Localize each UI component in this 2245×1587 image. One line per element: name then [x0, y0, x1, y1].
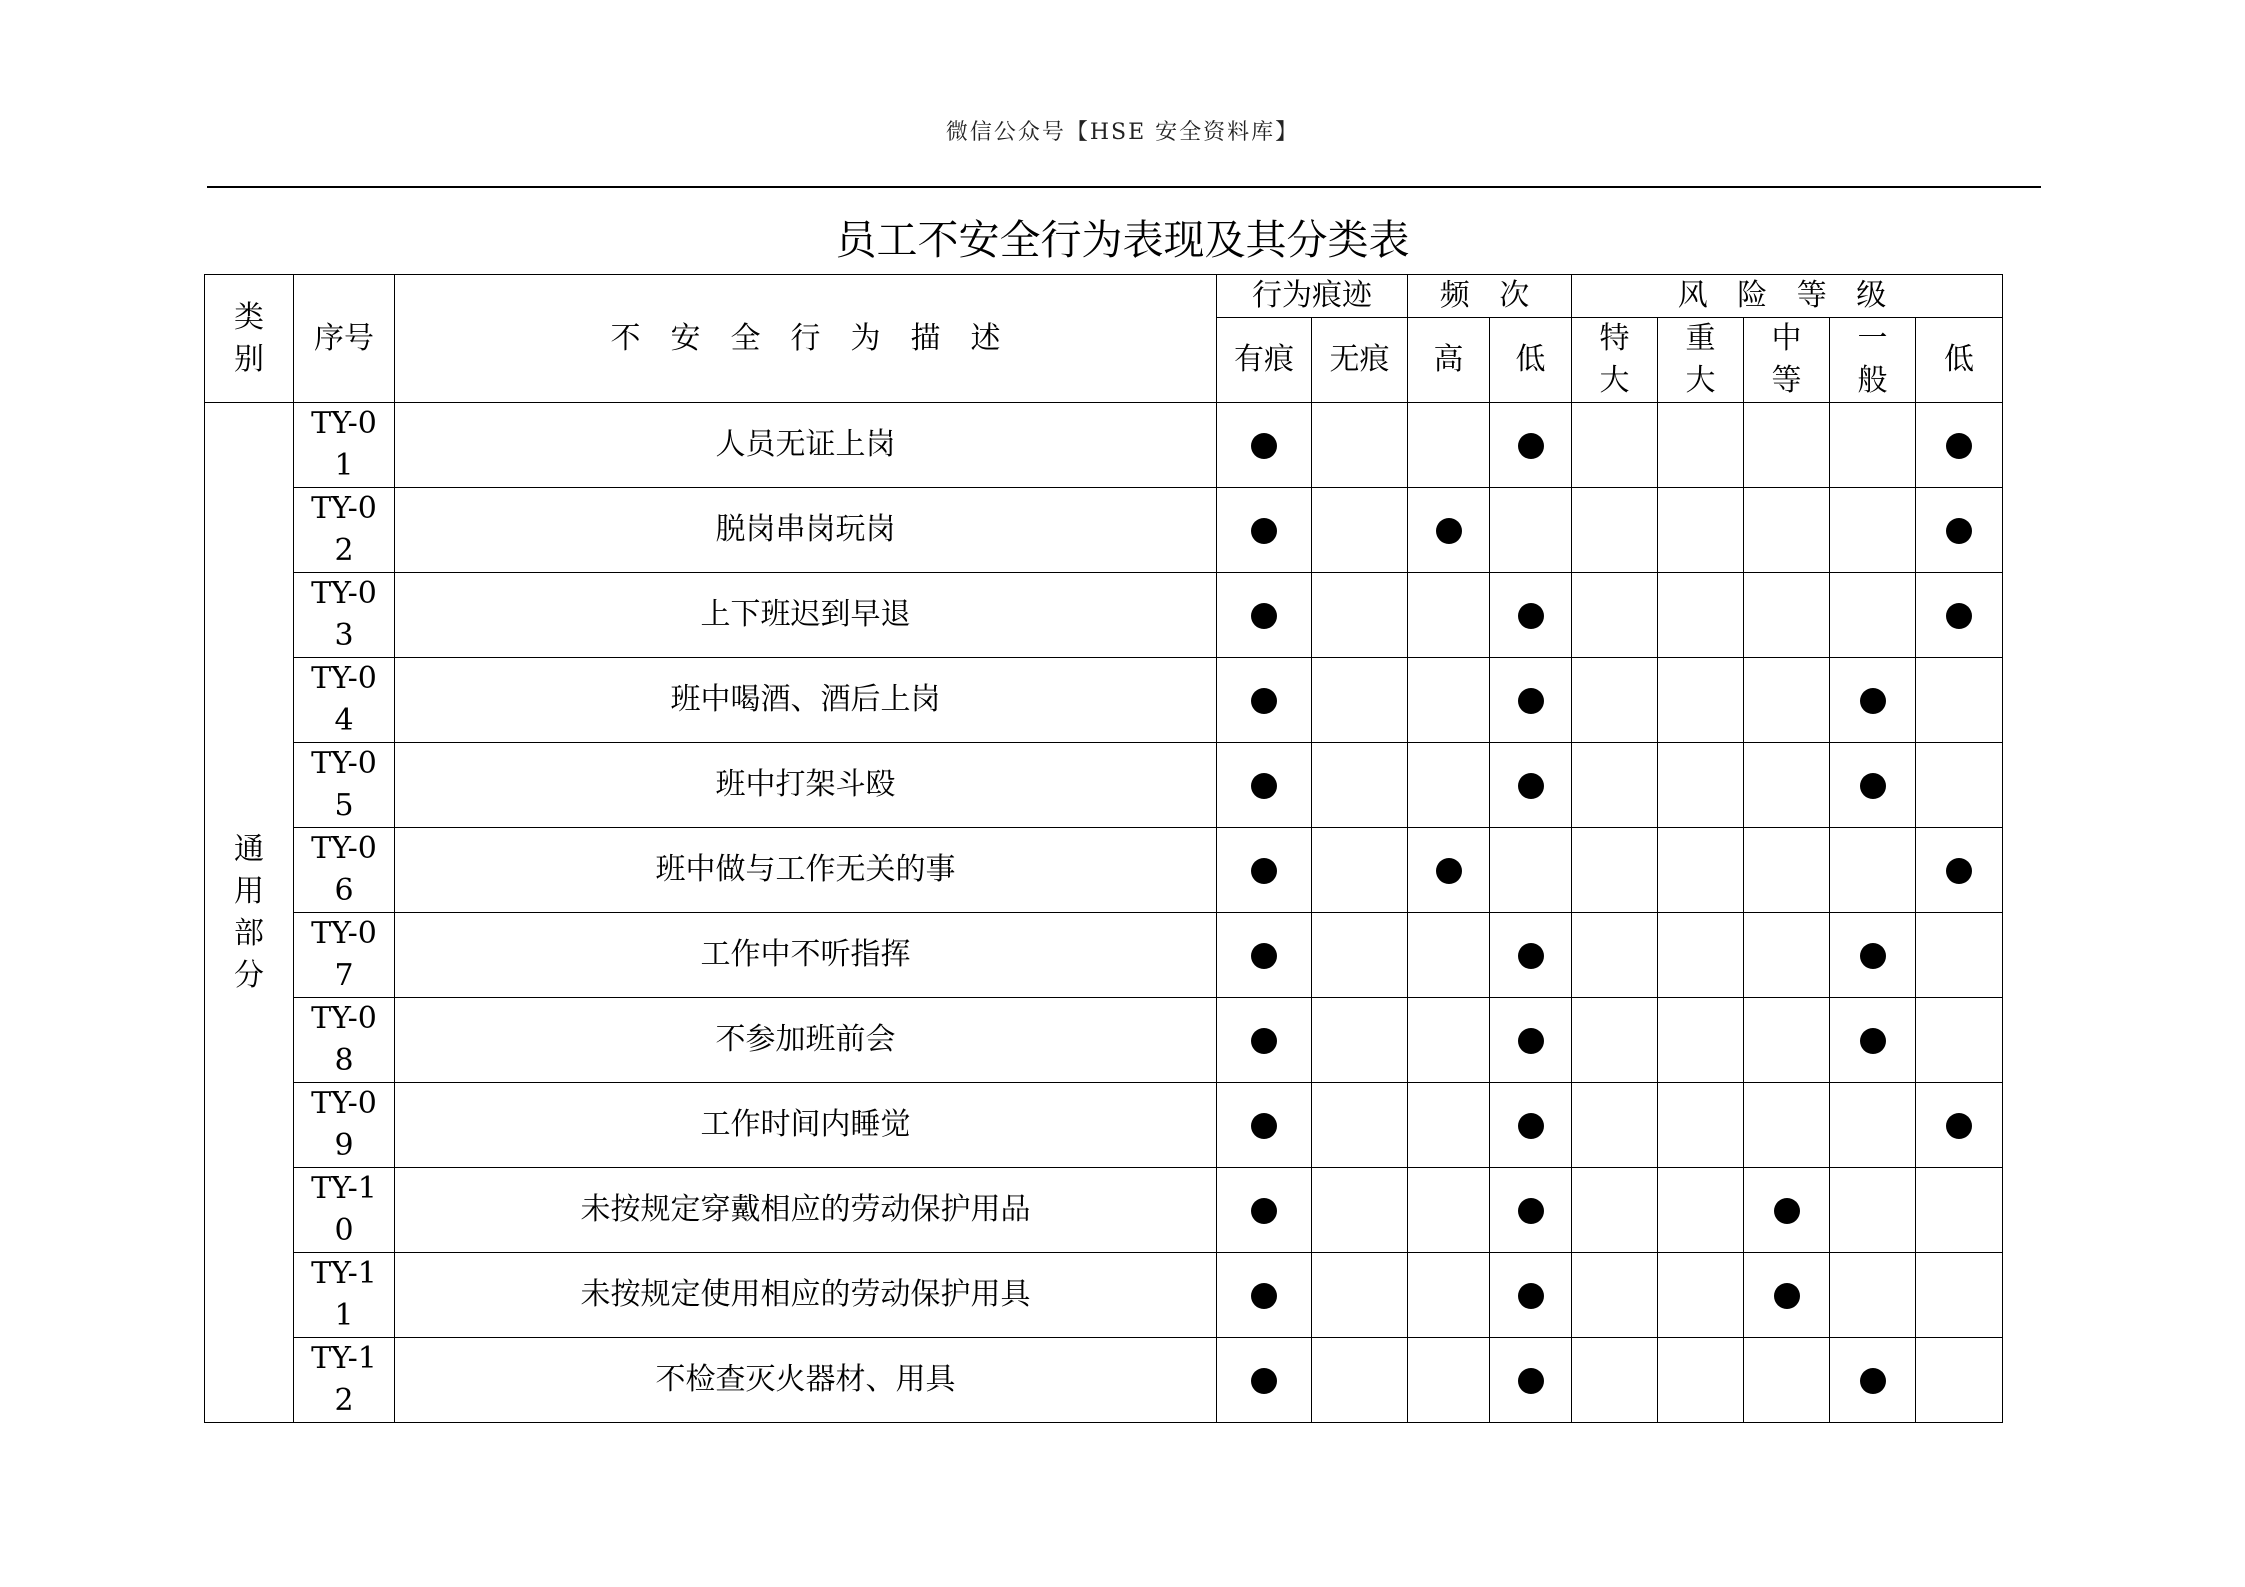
- risk-cell: [1658, 998, 1744, 1083]
- risk-cell: [1830, 1338, 1916, 1423]
- risk-cell: [1744, 1168, 1830, 1253]
- freq-cell: [1408, 488, 1490, 573]
- risk-cell: [1830, 403, 1916, 488]
- description-cell: 上下班迟到早退: [395, 573, 1217, 658]
- seq-cell: TY-0 3: [294, 573, 395, 658]
- filled-circle-icon: [1251, 518, 1277, 544]
- risk-cell: [1572, 743, 1658, 828]
- trace-cell: [1312, 573, 1408, 658]
- risk-cell: [1830, 1083, 1916, 1168]
- freq-cell: [1490, 488, 1572, 573]
- col-header-freq-low: 低: [1490, 318, 1572, 403]
- freq-cell: [1490, 828, 1572, 913]
- freq-cell: [1408, 658, 1490, 743]
- filled-circle-icon: [1251, 943, 1277, 969]
- risk-cell: [1572, 998, 1658, 1083]
- seq-cell: TY-1 2: [294, 1338, 395, 1423]
- risk-cell: [1916, 998, 2003, 1083]
- filled-circle-icon: [1518, 688, 1544, 714]
- risk-cell: [1916, 488, 2003, 573]
- filled-circle-icon: [1251, 688, 1277, 714]
- seq-cell: TY-0 7: [294, 913, 395, 998]
- risk-cell: [1830, 1253, 1916, 1338]
- freq-cell: [1408, 573, 1490, 658]
- risk-cell: [1658, 1253, 1744, 1338]
- table-row: [205, 1168, 2003, 1253]
- risk-cell: [1830, 1168, 1916, 1253]
- seq-cell: TY-0 6: [294, 828, 395, 913]
- description-cell: 班中打架斗殴: [395, 743, 1217, 828]
- risk-cell: [1916, 828, 2003, 913]
- freq-cell: [1408, 1168, 1490, 1253]
- risk-cell: [1658, 403, 1744, 488]
- description-cell: 班中做与工作无关的事: [395, 828, 1217, 913]
- risk-cell: [1744, 998, 1830, 1083]
- trace-cell: [1217, 1338, 1312, 1423]
- trace-cell: [1312, 403, 1408, 488]
- table-row: [205, 658, 2003, 743]
- trace-cell: [1217, 573, 1312, 658]
- risk-cell: [1744, 488, 1830, 573]
- seq-cell: TY-0 9: [294, 1083, 395, 1168]
- risk-cell: [1916, 1083, 2003, 1168]
- col-header-freq-group: 频 次: [1408, 275, 1572, 318]
- freq-cell: [1408, 828, 1490, 913]
- filled-circle-icon: [1946, 1113, 1972, 1139]
- risk-cell: [1658, 913, 1744, 998]
- description-cell: 工作时间内睡觉: [395, 1083, 1217, 1168]
- document-title: 员工不安全行为表现及其分类表: [835, 216, 1410, 264]
- freq-cell: [1490, 1253, 1572, 1338]
- freq-cell: [1490, 998, 1572, 1083]
- description-cell: 脱岗串岗玩岗: [395, 488, 1217, 573]
- table-row: [205, 1083, 2003, 1168]
- description-cell: 人员无证上岗: [395, 403, 1217, 488]
- risk-cell: [1744, 573, 1830, 658]
- seq-cell: TY-0 1: [294, 403, 395, 488]
- risk-cell: [1916, 743, 2003, 828]
- table-row: [205, 403, 2003, 488]
- risk-cell: [1572, 488, 1658, 573]
- filled-circle-icon: [1518, 1028, 1544, 1054]
- risk-cell: [1658, 1083, 1744, 1168]
- risk-cell: [1744, 403, 1830, 488]
- risk-cell: [1830, 658, 1916, 743]
- table-row: [205, 743, 2003, 828]
- table-row: [205, 913, 2003, 998]
- trace-cell: [1312, 658, 1408, 743]
- description-cell: 不参加班前会: [395, 998, 1217, 1083]
- risk-cell: [1658, 488, 1744, 573]
- col-header-risk-group: 风 险 等 级: [1572, 275, 2003, 318]
- filled-circle-icon: [1860, 943, 1886, 969]
- filled-circle-icon: [1518, 1198, 1544, 1224]
- filled-circle-icon: [1518, 773, 1544, 799]
- table-row: [205, 488, 2003, 573]
- risk-cell: [1744, 743, 1830, 828]
- risk-cell: [1658, 658, 1744, 743]
- filled-circle-icon: [1518, 603, 1544, 629]
- col-header-trace-group: 行为痕迹: [1217, 275, 1408, 318]
- risk-cell: [1830, 828, 1916, 913]
- risk-cell: [1744, 658, 1830, 743]
- filled-circle-icon: [1946, 433, 1972, 459]
- freq-cell: [1408, 1253, 1490, 1338]
- freq-cell: [1490, 1083, 1572, 1168]
- risk-cell: [1916, 1168, 2003, 1253]
- filled-circle-icon: [1251, 1283, 1277, 1309]
- risk-cell: [1830, 488, 1916, 573]
- filled-circle-icon: [1251, 858, 1277, 884]
- filled-circle-icon: [1251, 603, 1277, 629]
- risk-cell: [1744, 1083, 1830, 1168]
- risk-cell: [1916, 573, 2003, 658]
- freq-cell: [1490, 573, 1572, 658]
- trace-cell: [1312, 1253, 1408, 1338]
- table-row: [205, 828, 2003, 913]
- risk-cell: [1916, 1253, 2003, 1338]
- risk-cell: [1572, 1253, 1658, 1338]
- seq-cell: TY-1 1: [294, 1253, 395, 1338]
- freq-cell: [1408, 743, 1490, 828]
- filled-circle-icon: [1860, 688, 1886, 714]
- header-row-1: [205, 275, 2003, 318]
- header-rule: [207, 186, 2041, 188]
- trace-cell: [1312, 1168, 1408, 1253]
- col-header-description: 不安全行为描述: [395, 275, 1217, 403]
- description-cell: 不检查灭火器材、用具: [395, 1338, 1217, 1423]
- behavior-classification-table: [204, 274, 2003, 1423]
- risk-cell: [1572, 403, 1658, 488]
- trace-cell: [1217, 658, 1312, 743]
- risk-cell: [1744, 1338, 1830, 1423]
- trace-cell: [1312, 1083, 1408, 1168]
- freq-cell: [1408, 1338, 1490, 1423]
- freq-cell: [1408, 1083, 1490, 1168]
- risk-cell: [1572, 1168, 1658, 1253]
- filled-circle-icon: [1774, 1198, 1800, 1224]
- trace-cell: [1217, 1168, 1312, 1253]
- risk-cell: [1572, 658, 1658, 743]
- risk-cell: [1572, 1338, 1658, 1423]
- seq-cell: TY-0 8: [294, 998, 395, 1083]
- filled-circle-icon: [1946, 603, 1972, 629]
- risk-cell: [1658, 1338, 1744, 1423]
- risk-cell: [1572, 1083, 1658, 1168]
- freq-cell: [1490, 1338, 1572, 1423]
- risk-cell: [1916, 658, 2003, 743]
- trace-cell: [1312, 488, 1408, 573]
- risk-cell: [1830, 913, 1916, 998]
- table-row: [205, 1338, 2003, 1423]
- col-header-category: 类别: [205, 275, 294, 403]
- freq-cell: [1408, 998, 1490, 1083]
- table-row: [205, 1253, 2003, 1338]
- trace-cell: [1217, 743, 1312, 828]
- description-cell: 未按规定穿戴相应的劳动保护用品: [395, 1168, 1217, 1253]
- filled-circle-icon: [1251, 1113, 1277, 1139]
- risk-cell: [1744, 913, 1830, 998]
- filled-circle-icon: [1251, 1198, 1277, 1224]
- risk-cell: [1572, 573, 1658, 658]
- filled-circle-icon: [1251, 1368, 1277, 1394]
- risk-cell: [1744, 828, 1830, 913]
- seq-cell: TY-1 0: [294, 1168, 395, 1253]
- freq-cell: [1408, 913, 1490, 998]
- seq-cell: TY-0 5: [294, 743, 395, 828]
- filled-circle-icon: [1436, 858, 1462, 884]
- filled-circle-icon: [1518, 1368, 1544, 1394]
- freq-cell: [1490, 658, 1572, 743]
- freq-cell: [1490, 913, 1572, 998]
- trace-cell: [1312, 743, 1408, 828]
- col-header-risk-major: 重大: [1658, 318, 1744, 403]
- risk-cell: [1916, 403, 2003, 488]
- filled-circle-icon: [1946, 518, 1972, 544]
- description-cell: 工作中不听指挥: [395, 913, 1217, 998]
- risk-cell: [1572, 828, 1658, 913]
- table-row: [205, 998, 2003, 1083]
- filled-circle-icon: [1251, 433, 1277, 459]
- risk-cell: [1744, 1253, 1830, 1338]
- filled-circle-icon: [1518, 1283, 1544, 1309]
- trace-cell: [1312, 828, 1408, 913]
- seq-cell: TY-0 4: [294, 658, 395, 743]
- col-header-risk-low: 低: [1916, 318, 2003, 403]
- col-header-risk-medium: 中等: [1744, 318, 1830, 403]
- risk-cell: [1658, 573, 1744, 658]
- freq-cell: [1408, 403, 1490, 488]
- filled-circle-icon: [1251, 773, 1277, 799]
- seq-cell: TY-0 2: [294, 488, 395, 573]
- header-note: 微信公众号【HSE 安全资料库】: [945, 120, 1300, 145]
- description-cell: 未按规定使用相应的劳动保护用具: [395, 1253, 1217, 1338]
- filled-circle-icon: [1518, 943, 1544, 969]
- filled-circle-icon: [1251, 1028, 1277, 1054]
- col-header-freq-high: 高: [1408, 318, 1490, 403]
- trace-cell: [1312, 913, 1408, 998]
- filled-circle-icon: [1860, 1368, 1886, 1394]
- trace-cell: [1217, 913, 1312, 998]
- trace-cell: [1217, 998, 1312, 1083]
- trace-cell: [1312, 1338, 1408, 1423]
- table-row: [205, 573, 2003, 658]
- freq-cell: [1490, 743, 1572, 828]
- category-cell: 通用部分: [205, 403, 294, 1423]
- col-header-trace-no: 无痕: [1312, 318, 1408, 403]
- risk-cell: [1830, 743, 1916, 828]
- trace-cell: [1217, 488, 1312, 573]
- risk-cell: [1830, 998, 1916, 1083]
- freq-cell: [1490, 403, 1572, 488]
- risk-cell: [1572, 913, 1658, 998]
- filled-circle-icon: [1860, 1028, 1886, 1054]
- trace-cell: [1217, 828, 1312, 913]
- filled-circle-icon: [1946, 858, 1972, 884]
- trace-cell: [1312, 998, 1408, 1083]
- filled-circle-icon: [1774, 1283, 1800, 1309]
- trace-cell: [1217, 403, 1312, 488]
- trace-cell: [1217, 1253, 1312, 1338]
- filled-circle-icon: [1518, 433, 1544, 459]
- risk-cell: [1658, 828, 1744, 913]
- risk-cell: [1916, 1338, 2003, 1423]
- risk-cell: [1658, 743, 1744, 828]
- risk-cell: [1830, 573, 1916, 658]
- filled-circle-icon: [1518, 1113, 1544, 1139]
- col-header-seq: 序号: [294, 275, 395, 403]
- risk-cell: [1916, 913, 2003, 998]
- risk-cell: [1658, 1168, 1744, 1253]
- description-cell: 班中喝酒、酒后上岗: [395, 658, 1217, 743]
- trace-cell: [1217, 1083, 1312, 1168]
- filled-circle-icon: [1436, 518, 1462, 544]
- filled-circle-icon: [1860, 773, 1886, 799]
- col-header-risk-general: 一般: [1830, 318, 1916, 403]
- col-header-risk-extreme: 特大: [1572, 318, 1658, 403]
- freq-cell: [1490, 1168, 1572, 1253]
- col-header-trace-yes: 有痕: [1217, 318, 1312, 403]
